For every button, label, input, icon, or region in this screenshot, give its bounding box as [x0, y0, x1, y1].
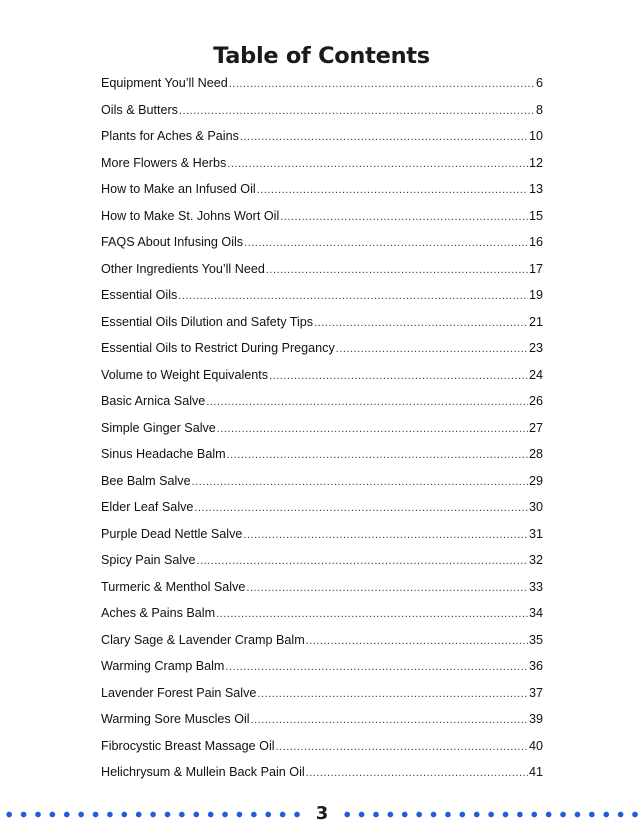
toc-entry[interactable]	[101, 150, 543, 177]
toc-entry[interactable]	[101, 362, 543, 389]
toc-entry-page: 6	[535, 76, 543, 90]
toc-entry-page: 28	[528, 447, 543, 461]
toc-entry-label: Aches & Pains Balm	[101, 606, 216, 620]
toc-entry[interactable]	[101, 229, 543, 256]
page-number: 3	[315, 803, 329, 824]
toc-entry[interactable]	[101, 547, 543, 574]
dot-leader	[225, 654, 528, 681]
toc-entry[interactable]	[101, 468, 543, 495]
footer-dots-left	[2, 811, 304, 818]
dot-leader	[306, 760, 528, 787]
toc-entry-label: Oils & Butters	[101, 102, 178, 117]
dot-leader	[216, 601, 528, 628]
dot-leader	[246, 575, 528, 602]
toc-entry[interactable]	[101, 123, 543, 150]
dot-leader	[194, 495, 528, 522]
dot-leader	[192, 469, 528, 496]
dot-leader	[179, 98, 535, 125]
dot-leader	[266, 257, 528, 284]
toc-entry-page: 24	[528, 367, 543, 382]
toc-entry-label: Other Ingredients You’ll Need	[101, 261, 265, 276]
dot-leader	[269, 363, 528, 390]
toc-entry-page: 29	[528, 473, 543, 488]
toc-entry-page: 30	[528, 500, 543, 514]
toc-entry-label: Basic Arnica Salve	[101, 394, 206, 408]
toc-entry-label: Plants for Aches & Pains	[101, 129, 239, 143]
dot-leader	[217, 416, 528, 443]
toc-entry-page: 31	[528, 526, 543, 541]
toc-entry-page: 27	[528, 420, 543, 435]
toc-entry-label: FAQS About Infusing Oils	[101, 235, 244, 249]
dot-leader	[240, 124, 528, 151]
toc-entry[interactable]	[101, 335, 543, 362]
toc-entry[interactable]	[101, 415, 543, 442]
toc-entry-page: 37	[528, 685, 543, 700]
toc-entry[interactable]	[101, 759, 543, 786]
dot-leader	[251, 707, 528, 734]
toc-entry-page: 41	[528, 765, 543, 779]
toc-entry[interactable]	[101, 70, 543, 97]
table-of-contents	[101, 70, 543, 786]
dot-leader	[257, 177, 528, 204]
toc-entry[interactable]	[101, 203, 543, 230]
toc-entry-label: Spicy Pain Salve	[101, 553, 196, 567]
toc-entry[interactable]	[101, 441, 543, 468]
toc-entry-page: 23	[528, 341, 543, 355]
toc-entry-label: Fibrocystic Breast Massage Oil	[101, 738, 275, 753]
page-footer	[0, 801, 643, 827]
dot-leader	[276, 734, 528, 761]
dot-leader	[243, 522, 528, 549]
toc-entry-page: 8	[535, 102, 543, 117]
toc-entry-page: 32	[528, 553, 543, 567]
toc-entry-page: 19	[528, 288, 543, 302]
toc-entry-label: Equipment You’ll Need	[101, 76, 228, 90]
toc-entry[interactable]	[101, 574, 543, 601]
toc-entry-page: 33	[528, 579, 543, 594]
toc-entry[interactable]	[101, 600, 543, 627]
toc-entry-label: Sinus Headache Balm	[101, 447, 226, 461]
toc-entry[interactable]	[101, 653, 543, 680]
toc-entry-label: Lavender Forest Pain Salve	[101, 685, 257, 700]
toc-entry-label: Bee Balm Salve	[101, 473, 191, 488]
dot-leader	[227, 442, 528, 469]
toc-entry[interactable]	[101, 256, 543, 283]
toc-entry-label: Warming Sore Muscles Oil	[101, 712, 250, 726]
toc-entry-page: 16	[528, 235, 543, 249]
footer-dots-right	[340, 811, 642, 818]
dot-leader	[306, 628, 528, 655]
dot-leader	[314, 310, 528, 337]
toc-entry-label: Essential Oils	[101, 288, 178, 302]
toc-entry-label: How to Make an Infused Oil	[101, 182, 256, 196]
dot-leader	[197, 548, 528, 575]
toc-entry-page: 26	[528, 394, 543, 408]
dot-leader	[206, 389, 528, 416]
toc-entry-label: Clary Sage & Lavender Cramp Balm	[101, 632, 305, 647]
toc-entry[interactable]	[101, 706, 543, 733]
toc-entry-page: 34	[528, 606, 543, 620]
toc-entry-label: More Flowers & Herbs	[101, 155, 227, 170]
toc-entry-page: 10	[528, 129, 543, 143]
toc-entry[interactable]	[101, 97, 543, 124]
toc-entry[interactable]	[101, 309, 543, 336]
toc-entry-page: 12	[528, 155, 543, 170]
toc-entry[interactable]	[101, 388, 543, 415]
dot-leader	[280, 204, 528, 231]
toc-entry[interactable]	[101, 494, 543, 521]
toc-entry-page: 21	[528, 314, 543, 329]
toc-entry[interactable]	[101, 521, 543, 548]
dot-leader	[178, 283, 528, 310]
toc-entry-page: 17	[528, 261, 543, 276]
dot-leader	[244, 230, 528, 257]
toc-entry-label: Turmeric & Menthol Salve	[101, 579, 246, 594]
toc-entry-label: Simple Ginger Salve	[101, 420, 216, 435]
page-title: Table of Contents	[213, 43, 430, 70]
dot-leader	[229, 71, 535, 98]
toc-entry-label: How to Make St. Johns Wort Oil	[101, 208, 280, 223]
toc-entry[interactable]	[101, 176, 543, 203]
toc-entry-label: Warming Cramp Balm	[101, 659, 225, 673]
toc-entry-page: 15	[528, 208, 543, 223]
toc-entry-label: Purple Dead Nettle Salve	[101, 526, 243, 541]
toc-entry-page: 35	[528, 632, 543, 647]
toc-entry-page: 39	[528, 712, 543, 726]
toc-entry[interactable]	[101, 733, 543, 760]
toc-entry-label: Elder Leaf Salve	[101, 500, 194, 514]
dot-leader	[336, 336, 528, 363]
toc-entry-page: 13	[528, 182, 543, 196]
toc-entry-label: Essential Oils to Restrict During Pregancy	[101, 341, 335, 355]
toc-entry[interactable]	[101, 627, 543, 654]
toc-entry-label: Volume to Weight Equivalents	[101, 367, 269, 382]
dot-leader	[257, 681, 528, 708]
toc-entry[interactable]	[101, 282, 543, 309]
toc-entry-label: Essential Oils Dilution and Safety Tips	[101, 314, 314, 329]
toc-entry-label: Helichrysum & Mullein Back Pain Oil	[101, 765, 305, 779]
dot-leader	[227, 151, 528, 178]
toc-entry-page: 36	[528, 659, 543, 673]
toc-entry[interactable]	[101, 680, 543, 707]
toc-entry-page: 40	[528, 738, 543, 753]
